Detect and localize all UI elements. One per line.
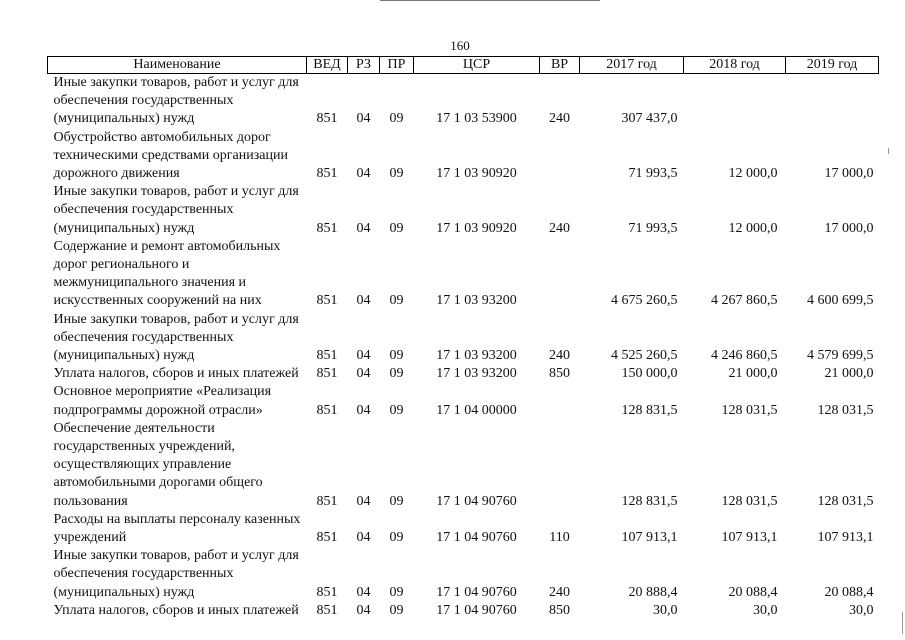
cell-name: Обеспечение деятельности государственных учреждений, осуществляющих управление автомобильными дорогами общего пользования <box>53 420 263 509</box>
cell-2018: 4 246 860,5 <box>711 348 778 364</box>
cell-name: Иные закупки товаров, работ и услуг для обеспечения государственных (муниципальных) нужд <box>53 311 299 364</box>
cell-pr: 09 <box>389 166 404 182</box>
cell-vr: 850 <box>549 366 570 382</box>
cell-ved: 851 <box>316 293 338 309</box>
cell-name: Содержание и ремонт автомобильных дорог регионального и межмуниципального значения и искусственных сооружений на них <box>53 238 281 309</box>
table-row <box>48 311 879 366</box>
cell-name: Расходы на выплаты персоналу казенных учреждений <box>53 511 301 546</box>
cell-name: Уплата налогов, сборов и иных платежей <box>53 366 299 382</box>
cell-rz: 04 <box>356 584 371 600</box>
cell-vr: 850 <box>549 602 570 618</box>
cell-2017: 128 831,5 <box>621 493 678 509</box>
cell-2017: 4 675 260,5 <box>611 293 678 309</box>
cell-csr: 17 1 04 90760 <box>436 530 517 546</box>
cell-ved: 851 <box>316 602 338 618</box>
table-row <box>48 383 879 419</box>
table-row <box>48 74 879 129</box>
header-rz: РЗ <box>348 57 380 74</box>
table-body <box>48 74 879 621</box>
cell-2018: 12 000,0 <box>728 220 778 236</box>
cell-vr <box>540 129 580 184</box>
cell-rz: 04 <box>356 366 371 382</box>
cell-csr: 17 1 03 90920 <box>436 166 517 182</box>
header-vr: ВР <box>540 57 580 74</box>
table-row <box>48 511 879 547</box>
cell-rz: 04 <box>356 111 371 127</box>
cell-2019: 4 579 699,5 <box>807 348 874 364</box>
cell-rz: 04 <box>356 220 371 236</box>
cell-2019: 17 000,0 <box>824 220 874 236</box>
cell-pr: 09 <box>389 402 404 418</box>
cell-ved: 851 <box>316 584 338 600</box>
cell-2019: 128 031,5 <box>817 402 874 418</box>
cell-pr: 09 <box>389 530 404 546</box>
cell-2018: 128 031,5 <box>721 402 778 418</box>
page-number: 160 <box>450 38 470 53</box>
table-row <box>48 129 879 184</box>
cell-rz: 04 <box>356 402 371 418</box>
cell-name: Иные закупки товаров, работ и услуг для обеспечения государственных (муниципальных) нужд <box>53 184 299 236</box>
cell-2019: 17 000,0 <box>824 166 874 182</box>
cell-2019 <box>786 74 879 129</box>
cell-ved: 851 <box>316 166 338 182</box>
cell-csr: 17 1 03 93200 <box>436 348 517 364</box>
cell-csr: 17 1 03 53900 <box>436 111 517 127</box>
cell-2018: 128 031,5 <box>721 493 778 509</box>
cell-ved: 851 <box>316 402 338 418</box>
cell-ved: 851 <box>316 530 338 546</box>
cell-2018: 20 088,4 <box>728 584 778 600</box>
cell-vr: 240 <box>549 220 570 236</box>
cell-rz: 04 <box>356 493 371 509</box>
cell-2019: 107 913,1 <box>817 530 874 546</box>
cell-name: Иные закупки товаров, работ и услуг для обеспечения государственных (муниципальных) нужд <box>53 548 299 600</box>
cell-pr: 09 <box>389 366 404 382</box>
header-ved: ВЕД <box>307 57 348 74</box>
cell-vr: 240 <box>549 111 570 127</box>
cell-pr: 09 <box>389 602 404 618</box>
header-2018: 2018 год <box>684 57 786 74</box>
cell-ved: 851 <box>316 348 338 364</box>
cell-2018: 12 000,0 <box>728 166 778 182</box>
cell-rz: 04 <box>356 530 371 546</box>
cell-2019: 20 088,4 <box>824 584 874 600</box>
cell-vr <box>540 238 580 311</box>
cell-rz: 04 <box>356 166 371 182</box>
cell-2017: 4 525 260,5 <box>611 348 678 364</box>
header-row <box>48 57 879 74</box>
cell-2017: 128 831,5 <box>621 402 678 418</box>
cell-2018: 30,0 <box>753 602 778 618</box>
cell-ved: 851 <box>316 366 338 382</box>
cell-2017: 71 993,5 <box>628 220 678 236</box>
cell-csr: 17 1 04 90760 <box>436 602 517 618</box>
cell-2018: 4 267 860,5 <box>711 293 778 309</box>
cell-2017: 71 993,5 <box>628 166 678 182</box>
cell-name: Уплата налогов, сборов и иных платежей <box>53 602 299 618</box>
cell-csr: 17 1 04 90760 <box>436 584 517 600</box>
cell-csr: 17 1 03 93200 <box>436 366 517 382</box>
table-row <box>48 420 879 511</box>
cell-pr: 09 <box>389 111 404 127</box>
header-csr: ЦСР <box>414 57 540 74</box>
cell-2017: 150 000,0 <box>621 366 678 382</box>
cell-name: Основное мероприятие «Реализация подпрограммы дорожной отрасли» <box>53 384 272 418</box>
cell-rz: 04 <box>356 602 371 618</box>
scan-mark <box>902 612 903 634</box>
cell-2019: 30,0 <box>849 602 874 618</box>
cell-ved: 851 <box>316 111 338 127</box>
cell-2018 <box>684 74 786 129</box>
header-name: Наименование <box>48 57 307 74</box>
table-row <box>48 365 879 383</box>
cell-pr: 09 <box>389 584 404 600</box>
cell-2017: 307 437,0 <box>621 111 678 127</box>
cell-vr: 110 <box>549 530 570 546</box>
cell-ved: 851 <box>316 220 338 236</box>
cell-name: Обустройство автомобильных дорог техническими средствами организации дорожного движения <box>53 129 288 182</box>
header-2017: 2017 год <box>580 57 684 74</box>
cell-2017: 30,0 <box>653 602 678 618</box>
cell-csr: 17 1 03 93200 <box>436 293 517 309</box>
cell-name: Иные закупки товаров, работ и услуг для обеспечения государственных (муниципальных) нужд <box>53 75 299 127</box>
cell-2018: 107 913,1 <box>721 530 778 546</box>
cell-vr <box>540 383 580 419</box>
top-rule <box>380 0 600 3</box>
cell-vr: 240 <box>549 584 570 600</box>
table-row <box>48 602 879 620</box>
cell-rz: 04 <box>356 293 371 309</box>
table-row <box>48 183 879 238</box>
cell-2019: 21 000,0 <box>824 366 874 382</box>
table-row <box>48 238 879 311</box>
scan-mark <box>888 148 889 154</box>
cell-vr <box>540 420 580 511</box>
header-pr: ПР <box>380 57 414 74</box>
cell-2017: 20 888,4 <box>628 584 678 600</box>
cell-2019: 128 031,5 <box>817 493 874 509</box>
cell-pr: 09 <box>389 220 404 236</box>
cell-pr: 09 <box>389 348 404 364</box>
header-2019: 2019 год <box>786 57 879 74</box>
cell-2017: 107 913,1 <box>621 530 678 546</box>
cell-rz: 04 <box>356 348 371 364</box>
cell-2019: 4 600 699,5 <box>807 293 874 309</box>
cell-csr: 17 1 04 90760 <box>436 493 517 509</box>
cell-csr: 17 1 04 00000 <box>436 402 517 418</box>
cell-ved: 851 <box>316 493 338 509</box>
cell-csr: 17 1 03 90920 <box>436 220 517 236</box>
cell-pr: 09 <box>389 293 404 309</box>
budget-table <box>47 56 879 620</box>
cell-pr: 09 <box>389 493 404 509</box>
cell-vr: 240 <box>549 348 570 364</box>
cell-2018: 21 000,0 <box>728 366 778 382</box>
table-row <box>48 547 879 602</box>
